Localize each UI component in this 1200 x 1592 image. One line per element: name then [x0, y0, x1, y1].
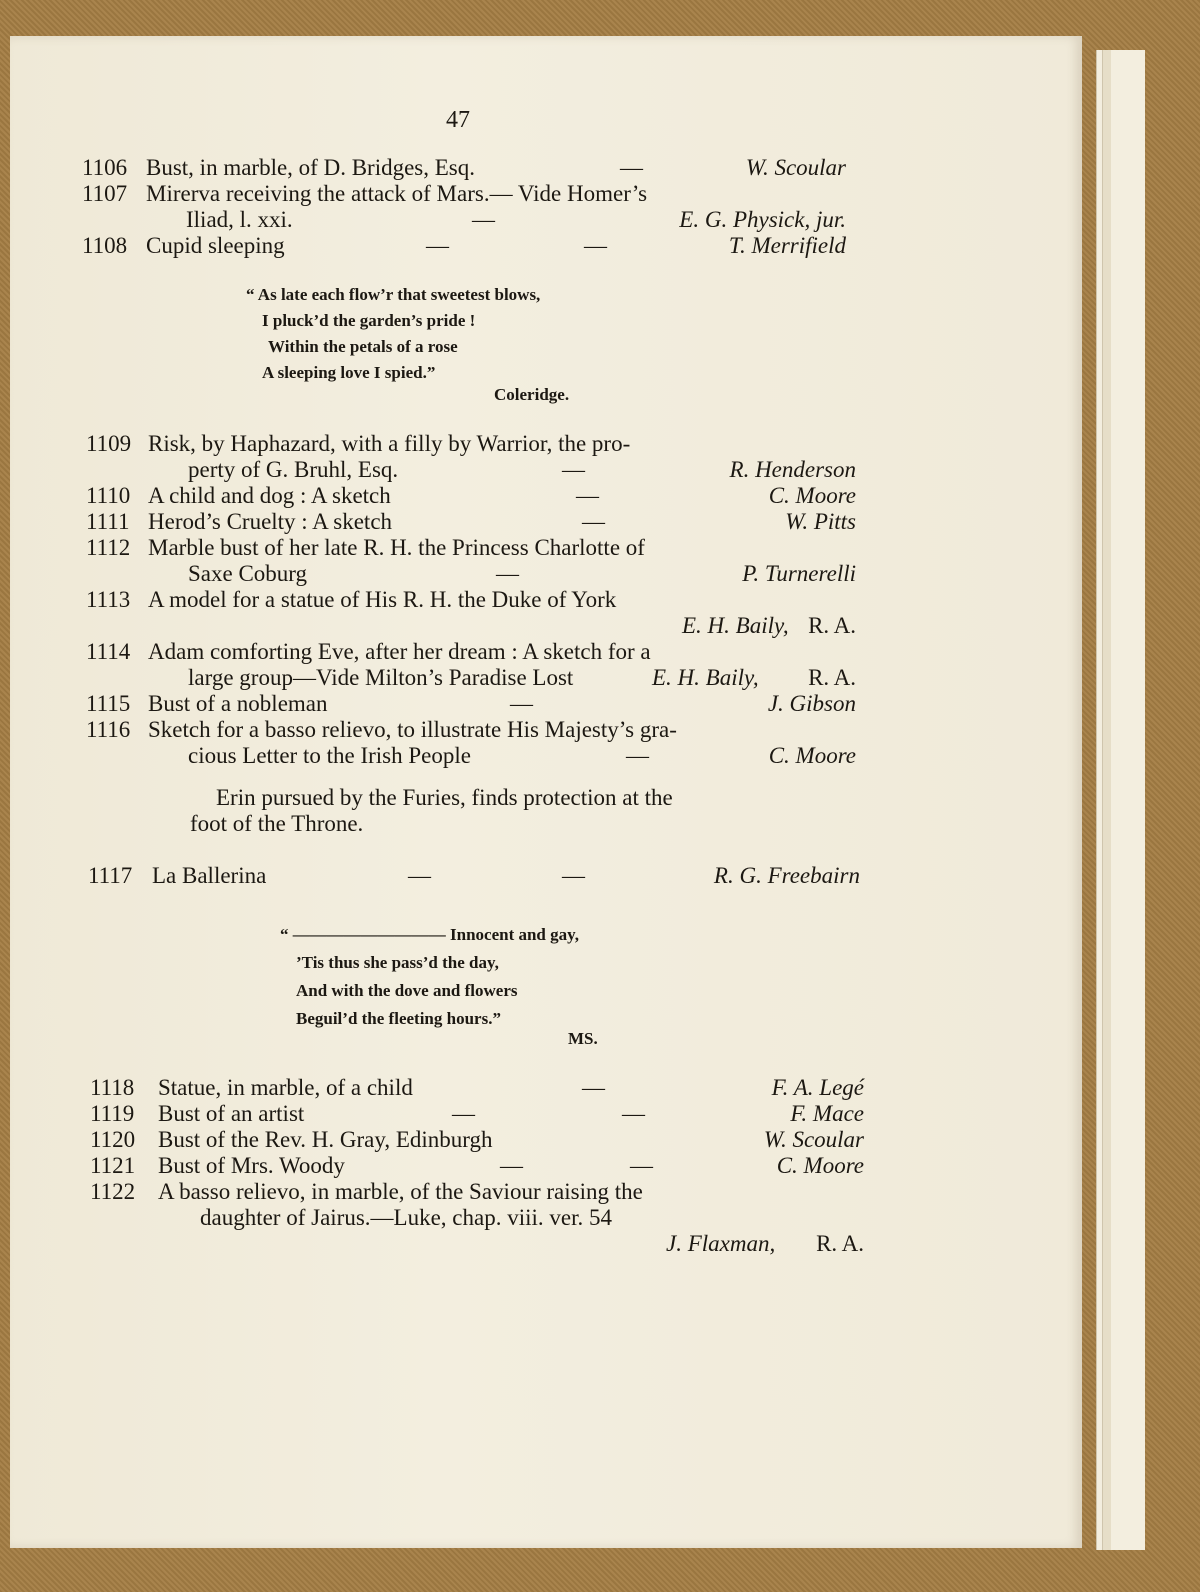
entry-dash: —	[584, 233, 607, 258]
entry-title-continued: cious Letter to the Irish People	[188, 743, 471, 768]
entry-artist: E. H. Baily,	[652, 665, 759, 690]
entry-artist-suffix: R. A.	[816, 1231, 864, 1256]
entry-title: Sketch for a basso relievo, to illustrate His Majesty’s gra-	[148, 717, 677, 742]
verse-attribution: MS.	[568, 1029, 598, 1048]
entry-number: 1122	[90, 1179, 136, 1204]
entry-number: 1114	[86, 639, 131, 664]
entry-title-continued: daughter of Jairus.—Luke, chap. viii. ver. 54	[200, 1205, 612, 1230]
entry-number: 1121	[90, 1153, 136, 1178]
entry-number: 1106	[82, 155, 128, 180]
entry-number: 1112	[86, 535, 131, 560]
entry-dash: —	[496, 561, 519, 586]
entry-artist: F. A. Legé	[771, 1075, 864, 1100]
entry-number: 1108	[82, 233, 128, 258]
entry-dash: —	[582, 1075, 605, 1100]
entry-artist: C. Moore	[768, 483, 856, 508]
entry-title-continued: Saxe Coburg	[188, 561, 308, 586]
entry-title: Adam comforting Eve, after her dream : A sketch for a	[148, 639, 651, 664]
page-edges-shadow	[1102, 50, 1111, 1550]
entry-artist: J. Gibson	[767, 691, 856, 716]
entry-number: 1110	[86, 483, 131, 508]
entry-dash: —	[630, 1153, 653, 1178]
entry-title: A basso relievo, in marble, of the Saviour raising the	[158, 1179, 643, 1204]
catalogue-page	[10, 36, 1082, 1548]
entry-artist-suffix: R. A.	[808, 665, 856, 690]
entry-title: La Ballerina	[152, 863, 267, 888]
entry-dash: —	[562, 863, 585, 888]
entry-dash: —	[620, 155, 643, 180]
entry-number: 1111	[86, 509, 130, 534]
entry-artist: T. Merrifield	[728, 233, 846, 258]
entry-dash: —	[408, 863, 431, 888]
entry-number: 1118	[90, 1075, 135, 1100]
entry-number: 1109	[86, 431, 132, 456]
entry-number: 1120	[90, 1127, 136, 1152]
entry-dash: —	[626, 743, 649, 768]
verse-line: “ ————————— Innocent and gay,	[280, 925, 579, 944]
entry-artist: E. G. Physick, jur.	[679, 207, 846, 232]
page-number: 47	[446, 107, 470, 133]
entry-title: Bust of an artist	[158, 1101, 305, 1126]
entry-title: A model for a statue of His R. H. the Duke of York	[148, 587, 617, 612]
entry-dash: —	[562, 457, 585, 482]
verse-line: “ As late each flow’r that sweetest blows,	[246, 285, 541, 304]
entry-artist: W. Scoular	[745, 155, 846, 180]
entry-dash: —	[622, 1101, 645, 1126]
entry-dash: —	[510, 691, 533, 716]
entry-title: A child and dog : A sketch	[148, 483, 391, 508]
entry-number: 1119	[90, 1101, 135, 1126]
entry-note: foot of the Throne.	[190, 811, 364, 836]
entry-number: 1107	[82, 181, 128, 206]
entry-title-continued: perty of G. Bruhl, Esq.	[188, 457, 399, 482]
entry-title: Bust of the Rev. H. Gray, Edinburgh	[158, 1127, 493, 1152]
entry-number: 1115	[86, 691, 131, 716]
entry-title: Cupid sleeping	[146, 233, 285, 258]
entry-title: Bust, in marble, of D. Bridges, Esq.	[146, 155, 475, 180]
entry-artist: R. G. Freebairn	[713, 863, 860, 888]
entry-dash: —	[500, 1153, 523, 1178]
entry-artist: E. H. Baily,	[682, 613, 789, 638]
verse-line: I pluck’d the garden’s pride !	[262, 311, 476, 330]
entry-title: Herod’s Cruelty : A sketch	[148, 509, 393, 534]
entry-title: Mirerva receiving the attack of Mars.— Vide Homer’s	[146, 181, 648, 206]
entry-artist: W. Scoular	[763, 1127, 864, 1152]
entry-number: 1117	[88, 863, 133, 888]
entry-title-continued: Iliad, l. xxi.	[186, 207, 293, 232]
entry-title: Statue, in marble, of a child	[158, 1075, 413, 1100]
entry-dash: —	[582, 509, 605, 534]
entry-artist: C. Moore	[768, 743, 856, 768]
verse-attribution: Coleridge.	[494, 385, 570, 404]
entry-artist-suffix: R. A.	[808, 613, 856, 638]
entry-artist: C. Moore	[776, 1153, 864, 1178]
entry-artist: J. Flaxman,	[666, 1231, 776, 1256]
entry-artist: P. Turnerelli	[742, 561, 856, 586]
verse-line: A sleeping love I spied.”	[262, 363, 436, 382]
verse-line: Within the petals of a rose	[268, 337, 458, 356]
entry-artist: R. Henderson	[729, 457, 856, 482]
entry-title: Marble bust of her late R. H. the Princess Charlotte of	[148, 535, 645, 560]
entry-artist: F. Mace	[790, 1101, 864, 1126]
entry-title: Risk, by Haphazard, with a filly by Warrior, the pro-	[148, 431, 631, 456]
entry-number: 1116	[86, 717, 131, 742]
entry-title: Bust of a nobleman	[148, 691, 328, 716]
entry-title: Bust of Mrs. Woody	[158, 1153, 345, 1178]
entry-dash: —	[426, 233, 449, 258]
verse-line: And with the dove and flowers	[296, 981, 518, 1000]
entry-note: Erin pursued by the Furies, finds protection at the	[216, 785, 673, 810]
verse-line: ’Tis thus she pass’d the day,	[296, 953, 499, 972]
entry-dash: —	[452, 1101, 475, 1126]
verse-line: Beguil’d the fleeting hours.”	[296, 1009, 501, 1028]
entry-title-continued: large group—Vide Milton’s Paradise Lost	[188, 665, 574, 690]
entry-number: 1113	[86, 587, 131, 612]
entry-artist: W. Pitts	[785, 509, 856, 534]
entry-dash: —	[472, 207, 495, 232]
entry-dash: —	[576, 483, 599, 508]
